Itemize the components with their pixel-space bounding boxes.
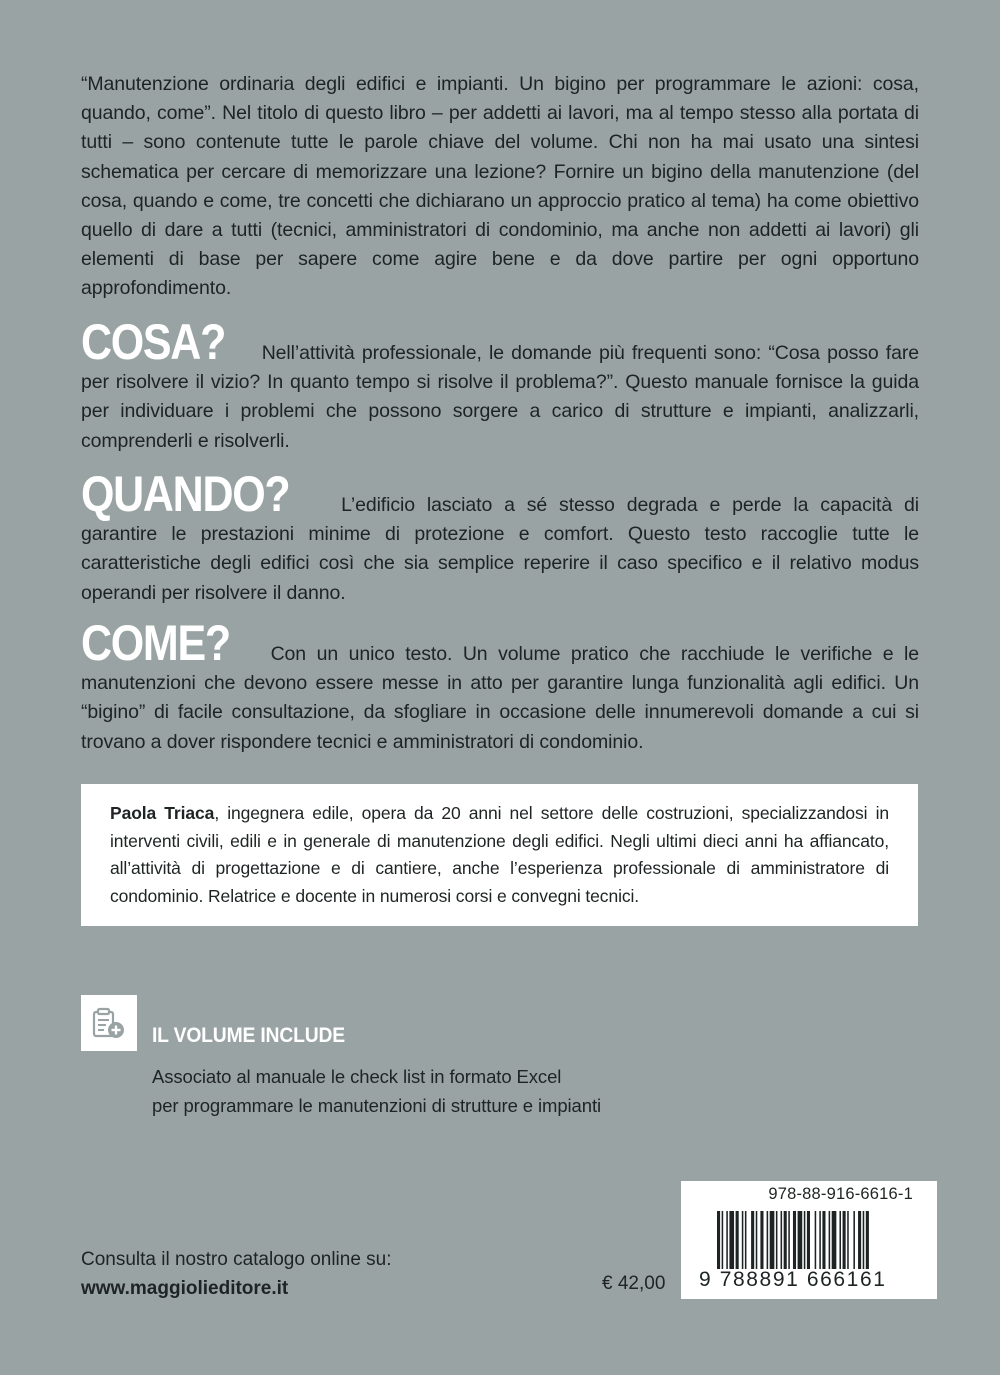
- isbn-number: 978-88-916-6616-1: [768, 1185, 913, 1203]
- section-come-text: Con un unico testo. Un volume pratico che racchiude le verifiche e le manutenzioni che devono essere messe in atto per garantire lunga funzionalità agli edifici. Un “bigino” di facile consultazione, da sfogliare in occasione delle innumerevoli domande a cui si trovano a dover rispondere tecnici e amministratori di condominio.: [81, 643, 919, 753]
- barcode-box: [681, 1181, 937, 1299]
- includes-line-2: per programmare le manutenzioni di strutture e impianti: [152, 1095, 601, 1116]
- section-cosa: [81, 314, 919, 456]
- author-bio: , ingegnera edile, opera da 20 anni nel settore delle costruzioni, specializzandosi in interventi civili, edili e in generale di manutenzione degli edifici. Negli ultimi dieci anni ha affiancato, all’attività di progettazione e di cantiere, anche l’esperienza professionale di amministratore di condominio. Relatrice e docente in numerosi corsi e convegni tecnici.: [110, 803, 890, 906]
- includes-title: IL VOLUME INCLUDE: [152, 1024, 345, 1047]
- intro-paragraph: “Manutenzione ordinaria degli edifici e impianti. Un bigino per programmare le azioni: cosa, quando, come”. Nel titolo di questo libro – per addetti ai lavori, ma al tempo stesso alla portata di tutti – sono contenute tutte le parole chiave del volume. Chi non ha mai usato una sintesi schematica per cercare di memorizzare una lezione? Fornire un bigino della manutenzione (del cosa, quando e come, tre concetti che dichiarano un approccio pratico al tema) ha come obiettivo quello di dare a tutti (tecnici, amministratori di condominio, ma anche non addetti ai lavori) gli elementi di base per sapere come agire bene e da dove partire per ogni opportuno approfondimento.: [81, 73, 919, 300]
- barcode-icon: [717, 1211, 915, 1269]
- includes-line-1: Associato al manuale le check list in formato Excel: [152, 1066, 562, 1087]
- price: € 42,00: [602, 1273, 666, 1294]
- keyword-quando: QUANDO?: [81, 466, 290, 522]
- catalog-label: Consulta il nostro catalogo online su:: [81, 1249, 392, 1270]
- author-name: Paola Triaca: [110, 803, 215, 823]
- ean-digits: 9 788891 666161: [699, 1268, 887, 1291]
- keyword-cosa: COSA?: [81, 314, 226, 370]
- includes-description: [152, 1062, 652, 1120]
- document-add-icon: [81, 995, 137, 1051]
- section-cosa-text: Nell’attività professionale, le domande più frequenti sono: “Cosa posso fare per risolvere il vizio? In quanto tempo si risolve il problema?”. Questo manuale fornisce la guida per individuare i problemi che possono sorgere a carico di strutture e impianti, analizzarli, comprenderli e risolverli.: [81, 342, 919, 452]
- author-box: [81, 784, 918, 926]
- section-quando-text: L’edificio lasciato a sé stesso degrada e perde la capacità di garantire le prestazioni minime di protezione e comfort. Questo testo raccoglie tutte le caratteristiche degli edifici così che sia semplice reperire il caso specifico e il relativo modus operandi per risolvere il danno.: [81, 494, 919, 604]
- catalog-url[interactable]: www.maggiolieditore.it: [81, 1278, 289, 1299]
- section-quando: [81, 466, 919, 608]
- keyword-come: COME?: [81, 615, 230, 671]
- author-bio-paragraph: [110, 800, 889, 910]
- section-come: [81, 615, 919, 757]
- catalog-block: [81, 1245, 392, 1303]
